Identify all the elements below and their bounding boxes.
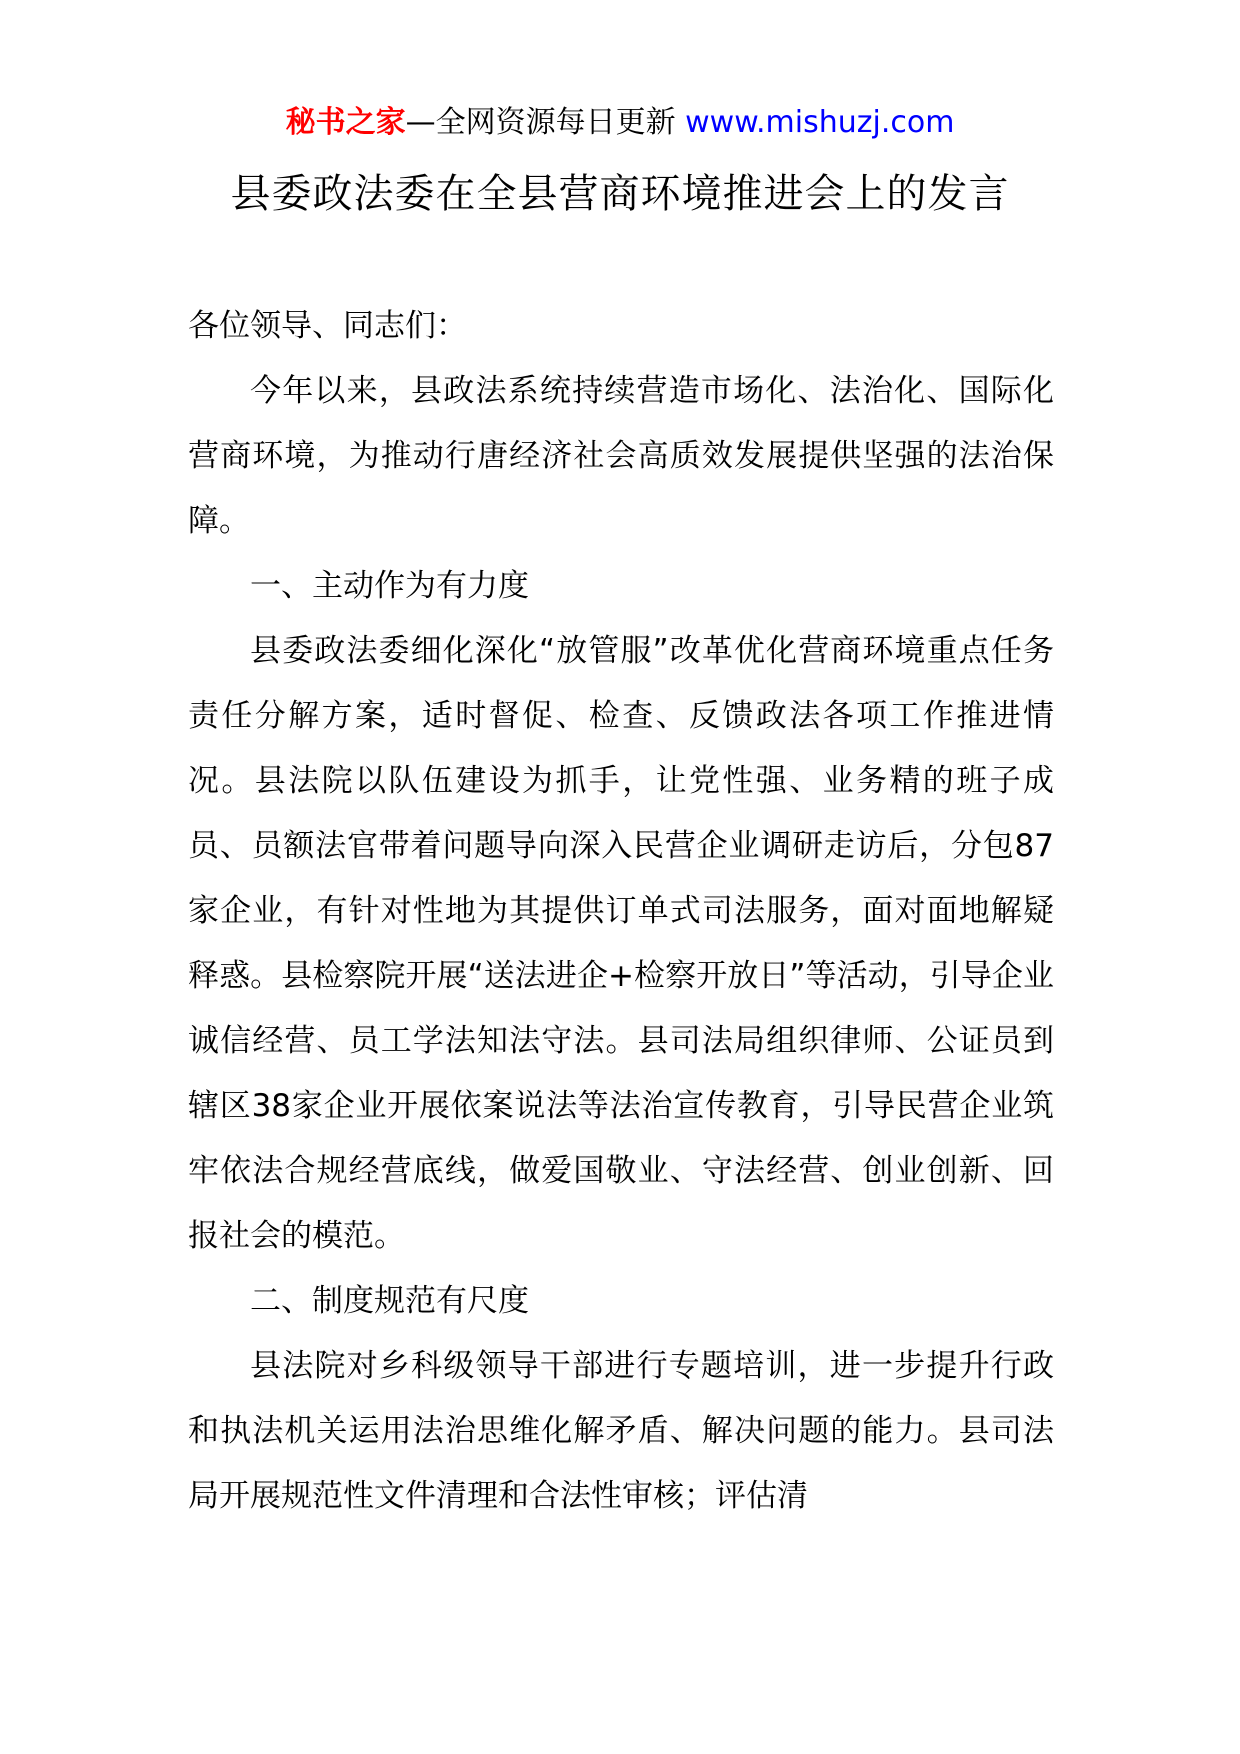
salutation: 各位领导、同志们： [188, 308, 467, 344]
site-url-link[interactable]: www.mishuzj.com [685, 105, 955, 140]
document-body [188, 294, 1054, 1529]
brand-name: 秘书之家 [285, 105, 406, 140]
section-heading-1: 一、主动作为有力度 [250, 568, 529, 604]
section-heading-2: 二、制度规范有尺度 [250, 1283, 529, 1319]
intro-paragraph: 今年以来，县政法系统持续营造市场化、法治化、国际化营商环境，为推动行唐经济社会高质效发展提供坚强的法治保障。 [188, 373, 1054, 539]
section-paragraph-2: 县法院对乡科级领导干部进行专题培训，进一步提升行政和执法机关运用法治思维化解矛盾、解决问题的能力。县司法局开展规范性文件清理和合法性审核；评估清 [188, 1348, 1054, 1514]
header-slogan: —全网资源每日更新 [405, 105, 686, 140]
site-header [0, 101, 1240, 145]
document-title: 县委政法委在全县营商环境推进会上的发言 [230, 171, 1010, 217]
section-paragraph-1: 县委政法委细化深化“放管服”改革优化营商环境重点任务责任分解方案，适时督促、检查、反馈政法各项工作推进情况。县法院以队伍建设为抓手，让党性强、业务精的班子成员、员额法官带着问题导向深入民营企业调研走访后，分包87家企业，有针对性地为其提供订单式司法服务，面对面地解疑释惑。县检察院开展“送法进企+检察开放日”等活动，引导企业诚信经营、员工学法知法守法。县司法局组织律师、公证员到辖区38家企业开展依案说法等法治宣传教育，引导民营企业筑牢依法合规经营底线，做爱国敬业、守法经营、创业创新、回报社会的模范。 [188, 633, 1054, 1254]
